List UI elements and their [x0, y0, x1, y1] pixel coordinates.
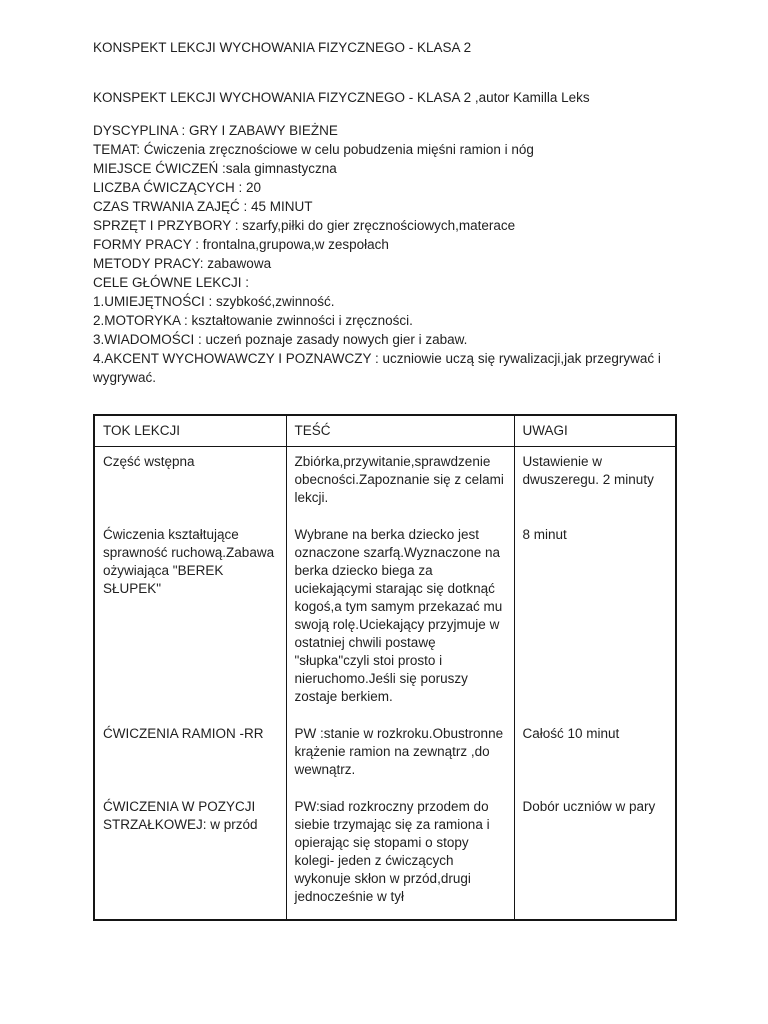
- info-line-goal-knowledge: 3.WIADOMOŚCI : uczeń poznaje zasady nowych gier i zabaw.: [93, 332, 468, 347]
- table-row: [94, 719, 676, 792]
- lesson-info-block: [93, 121, 668, 387]
- info-line-place: MIEJSCE ĆWICZEŃ :sala gimnastyczna: [93, 161, 337, 176]
- document-title-author: KONSPEKT LEKCJI WYCHOWANIA FIZYCZNEGO - KLASA 2 ,autor Kamilla Leks: [93, 90, 590, 105]
- table-header-uwagi: UWAGI: [514, 415, 676, 447]
- cell-tresc: Wybrane na berka dziecko jest oznaczone szarfą.Wyznaczone na berka dziecko biega za uciekającymi starając się dotknąć kogoś,a tym samym przekazać mu swoją rolę.Uciekający przyjmuje w ostatniej chwili postawę "słupka"czyli stoi prosto i nieruchomo.Jeśli się poruszy zostaje berkiem.: [286, 520, 514, 719]
- info-line-goals-header: CELE GŁÓWNE LEKCJI :: [93, 275, 250, 290]
- info-line-topic: TEMAT: Ćwiczenia zręcznościowe w celu pobudzenia mięśni ramion i nóg: [93, 142, 534, 157]
- cell-tok-lekcji: ĆWICZENIA W POZYCJI STRZAŁKOWEJ: w przód: [94, 792, 286, 920]
- document-title: KONSPEKT LEKCJI WYCHOWANIA FIZYCZNEGO - KLASA 2: [93, 40, 472, 55]
- cell-tresc: Zbiórka,przywitanie,sprawdzenie obecności.Zapoznanie się z celami lekcji.: [286, 447, 514, 521]
- info-line-goal-skills: 1.UMIEJĘTNOŚCI : szybkość,zwinność.: [93, 294, 335, 309]
- info-line-methods: METODY PRACY: zabawowa: [93, 256, 272, 271]
- table-row: [94, 447, 676, 521]
- cell-uwagi: Dobór uczniów w pary: [514, 792, 676, 920]
- lesson-plan-table: [93, 414, 677, 921]
- cell-uwagi: Całość 10 minut: [514, 719, 676, 792]
- cell-tok-lekcji: Część wstępna: [94, 447, 286, 521]
- info-line-goal-educational: 4.AKCENT WYCHOWAWCZY I POZNAWCZY : uczniowie uczą się rywalizacji,jak przegrywać i wygrywać.: [93, 351, 661, 385]
- table-header-row: [94, 415, 676, 447]
- table-header-tresc: TEŚĆ: [286, 415, 514, 447]
- table-header-tok-lekcji: TOK LEKCJI: [94, 415, 286, 447]
- info-line-discipline: DYSCYPLINA : GRY I ZABAWY BIEŻNE: [93, 123, 338, 138]
- cell-tresc: PW:siad rozkroczny przodem do siebie trzymając się za ramiona i opierając się stopami o stopy kolegi- jeden z ćwiczących wykonuje skłon w przód,drugi jednocześnie w tył: [286, 792, 514, 920]
- table-row: [94, 520, 676, 719]
- info-line-work-forms: FORMY PRACY : frontalna,grupowa,w zespołach: [93, 237, 389, 252]
- cell-tok-lekcji: Ćwiczenia kształtujące sprawność ruchową.Zabawa ożywiająca "BEREK SŁUPEK": [94, 520, 286, 719]
- info-line-equipment: SPRZĘT I PRZYBORY : szarfy,piłki do gier zręcznościowych,materace: [93, 218, 516, 233]
- info-line-duration: CZAS TRWANIA ZAJĘĆ : 45 MINUT: [93, 199, 313, 214]
- table-row: [94, 792, 676, 920]
- cell-uwagi: 8 minut: [514, 520, 676, 719]
- info-line-participants: LICZBA ĆWICZĄCYCH : 20: [93, 180, 262, 195]
- cell-uwagi: Ustawienie w dwuszeregu. 2 minuty: [514, 447, 676, 521]
- cell-tok-lekcji: ĆWICZENIA RAMION -RR: [94, 719, 286, 792]
- cell-tresc: PW :stanie w rozkroku.Obustronne krążenie ramion na zewnątrz ,do wewnątrz.: [286, 719, 514, 792]
- info-line-goal-motor: 2.MOTORYKA : kształtowanie zwinności i zręczności.: [93, 313, 413, 328]
